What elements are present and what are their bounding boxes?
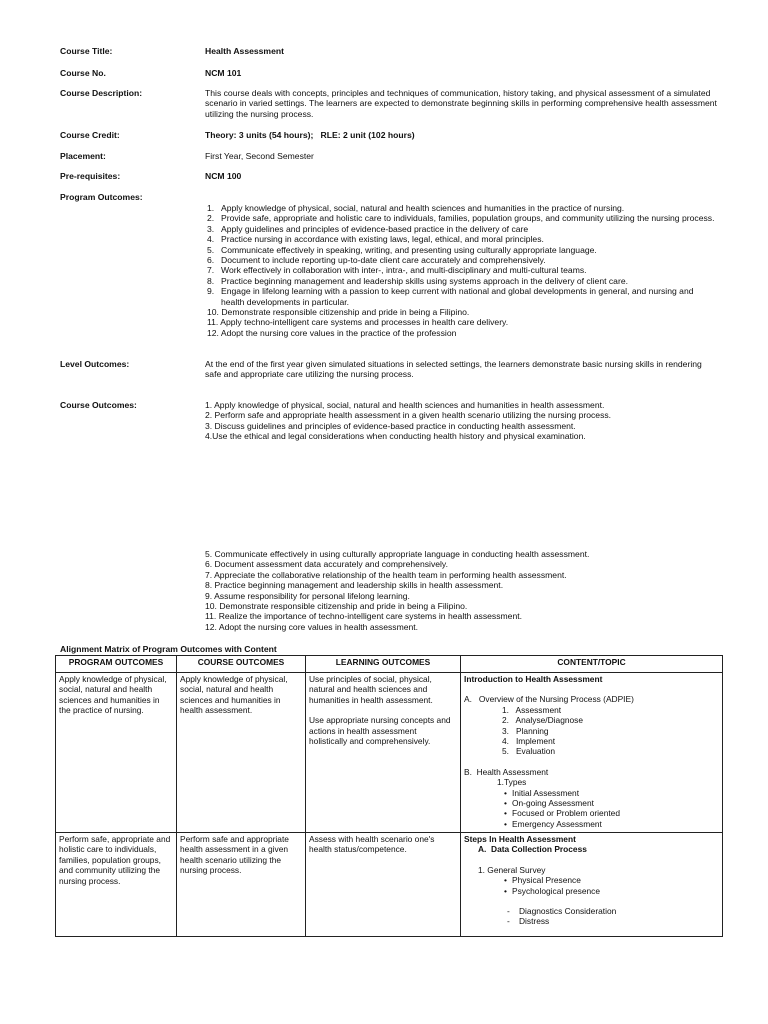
course-outcome-item: 4.Use the ethical and legal considerations when conducting health history and physical examination.	[205, 431, 586, 442]
course-outcome-item: 3. Discuss guidelines and principles of evidence-based practice in conducting health assessment.	[205, 420, 576, 431]
matrix-header-row	[56, 656, 723, 673]
content-list-item: 3. Planning	[502, 725, 549, 736]
course-outcome-item: 5. Communicate effectively in using culturally appropriate language in conducting health assessment.	[205, 549, 590, 559]
course-outcomes-list-top	[205, 400, 720, 442]
program-outcome-item: 12. Adopt the nursing core values in the practice of the profession	[207, 327, 457, 338]
content-title: Steps In Health Assessment	[464, 834, 576, 844]
program-outcome-item: 1. Apply knowledge of physical, social, natural and health sciences and humanities in the practice of nursing.	[207, 203, 625, 213]
program-outcome-item: 9. Engage in lifelong learning with a passion to keep current with national and global developments in general, and nursing and health developments in particular.	[207, 286, 694, 307]
course-credit-value: Theory: 3 units (54 hours); RLE: 2 unit (102 hours)	[205, 130, 415, 140]
content-bullet-item: • Initial Assessment	[464, 788, 719, 798]
program-outcome-item: 5. Communicate effectively in speaking, writing, and presenting using culturally appropriate language.	[207, 244, 597, 255]
cell-learning-outcome: Assess with health scenario one's health status/competence.	[306, 833, 461, 937]
course-outcome-item: 8. Practice beginning management and leadership skills in health assessment.	[205, 580, 504, 591]
program-outcomes-label: Program Outcomes:	[60, 192, 143, 202]
course-outcomes-list-bottom	[205, 549, 720, 632]
course-outcome-item: 10. Demonstrate responsible citizenship and pride in being a Filipino.	[205, 601, 468, 612]
content-bullet-item: • Psychological presence	[464, 886, 719, 896]
course-title-value: Health Assessment	[205, 46, 284, 56]
course-outcome-item: 6. Document assessment data accurately and comprehensively.	[205, 559, 448, 570]
program-outcome-item: 6. Document to include reporting up-to-date client care accurately and comprehensively.	[207, 255, 546, 266]
level-outcomes-value: At the end of the first year given simulated situations in selected settings, the learners demonstrate basic nursing skills in rendering safe and appropriate care utilizing the nursing process.	[205, 359, 702, 380]
course-outcome-item: 12. Adopt the nursing core values in health assessment.	[205, 621, 419, 632]
header-program-outcomes: PROGRAM OUTCOMES	[56, 656, 177, 673]
program-outcome-item: 4. Practice nursing in accordance with existing laws, legal, ethical, and moral principles.	[207, 234, 544, 245]
content-title: Introduction to Health Assessment	[464, 674, 603, 684]
prerequisites-label: Pre-requisites:	[60, 171, 121, 181]
course-outcome-item: 2. Perform safe and appropriate health assessment in a given health scenario utilizing the nursing process.	[205, 410, 612, 421]
content-list-item: 5. Evaluation	[502, 746, 556, 757]
program-outcome-item: 11. Apply techno-intelligent care systems and processes in health care delivery.	[207, 317, 509, 328]
header-learning-outcomes: LEARNING OUTCOMES	[306, 656, 461, 673]
course-title-label: Course Title:	[60, 46, 113, 56]
course-outcomes-label: Course Outcomes:	[60, 400, 137, 410]
learning-outcome-text: Use appropriate nursing concepts and actions in health assessment holistically and comprehensively.	[309, 715, 451, 747]
placement-value: First Year, Second Semester	[205, 151, 314, 161]
program-outcome-item: 10. Demonstrate responsible citizenship and pride in being a Filipino.	[207, 307, 470, 318]
header-course-outcomes: COURSE OUTCOMES	[177, 656, 306, 673]
cell-course-outcome: Apply knowledge of physical, social, natural and health sciences and humanities in health assessment.	[177, 673, 306, 833]
program-outcome-item: 7. Work effectively in collaboration with inter-, intra-, and multi-disciplinary and multi-cultural teams.	[207, 265, 587, 276]
content-list-item: 2. Analyse/Diagnose	[502, 715, 584, 726]
learning-outcome-text: Use principles of social, physical, natural and health sciences and humanities in health assessment.	[309, 674, 433, 705]
course-no-value: NCM 101	[205, 68, 242, 78]
cell-content-topic	[461, 833, 723, 937]
course-description-value: This course deals with concepts, principles and techniques of communication, history taking, and physical assessment of a simulated scenario in varied settings. The learners are expected to demonstrate beginning skills in performing comprehensive health assessment utilizing the nursing process.	[205, 88, 717, 119]
header-content-topic: CONTENT/TOPIC	[461, 656, 723, 673]
matrix-title: Alignment Matrix of Program Outcomes with Content	[60, 644, 277, 654]
program-outcome-item: 8. Practice beginning management and leadership skills using systems approach in the delivery of client care.	[207, 275, 628, 286]
alignment-matrix-table	[55, 655, 723, 937]
content-dash-item: - Diagnostics Consideration	[464, 906, 719, 916]
course-description-label: Course Description:	[60, 88, 143, 98]
content-subheading: B. Health Assessment	[464, 766, 549, 777]
content-types-label: 1.Types	[497, 777, 527, 788]
cell-program-outcome: Perform safe, appropriate and holistic care to individuals, families, population groups, and community utilizing the nursing process.	[56, 833, 177, 937]
program-outcomes-list	[205, 203, 717, 338]
course-outcome-item: 7. Appreciate the collaborative relationship of the health team in performing health assessment.	[205, 569, 567, 580]
cell-learning-outcome	[306, 673, 461, 833]
course-outcome-item: 9. Assume responsibility for personal lifelong learning.	[205, 590, 410, 601]
level-outcomes-label: Level Outcomes:	[60, 359, 130, 369]
content-dash-item: - Distress	[464, 916, 719, 926]
prerequisites-value: NCM 100	[205, 171, 242, 181]
content-bullet-item: • Emergency Assessment	[464, 819, 719, 829]
content-subheading: A. Overview of the Nursing Process (ADPIE)	[464, 694, 634, 705]
content-list-item: 4. Implement	[502, 736, 556, 747]
program-outcome-item: 3. Apply guidelines and principles of evidence-based practice in the delivery of care	[207, 223, 529, 234]
table-row	[56, 833, 723, 937]
table-row	[56, 673, 723, 833]
course-outcome-item: 11. Realize the importance of techno-intelligent care systems in health assessment.	[205, 611, 523, 622]
content-survey-label: 1. General Survey	[478, 864, 546, 875]
content-subheading: A. Data Collection Process	[478, 844, 587, 855]
course-credit-label: Course Credit:	[60, 130, 120, 140]
course-no-label: Course No.	[60, 68, 106, 78]
content-list-item: 1. Assessment	[502, 704, 562, 715]
course-outcome-item: 1. Apply knowledge of physical, social, natural and health sciences and humanities in health assessment.	[205, 400, 605, 410]
content-bullet-item: • Focused or Problem oriented	[464, 808, 719, 818]
content-bullet-item: • Physical Presence	[464, 875, 719, 885]
content-bullet-item: • On-going Assessment	[464, 798, 719, 808]
program-outcome-item: 2. Provide safe, appropriate and holistic care to individuals, families, population groups, and community utilizing the nursing process.	[207, 213, 715, 224]
cell-course-outcome: Perform safe and appropriate health assessment in a given health scenario utilizing the nursing process.	[177, 833, 306, 937]
cell-content-topic	[461, 673, 723, 833]
cell-program-outcome: Apply knowledge of physical, social, natural and health sciences and humanities in the practice of nursing.	[56, 673, 177, 833]
placement-label: Placement:	[60, 151, 106, 161]
